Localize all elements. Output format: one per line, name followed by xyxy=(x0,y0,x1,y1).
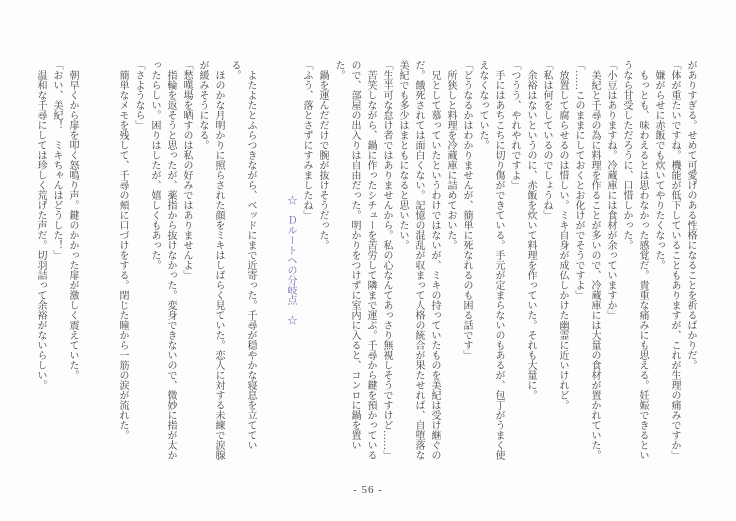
paragraph: 「体が重たいですね。機能が低下していることもありますが、これが生理の痛みですか」 xyxy=(669,60,680,460)
paragraph: よたよたとふらつきながら、ベッドにまで近寄った。千尋が穏やかな寝息を立てている。 xyxy=(229,60,256,450)
paragraph: 「小豆はありますね。冷蔵庫には食材が余っていますか」 xyxy=(605,60,616,320)
paragraph: 嫌がらせに赤飯でも炊いてやりたくなった。 xyxy=(653,70,664,270)
paragraph: 美紀と千尋の為に料理を作ることが多いので、冷蔵庫には大量の食材が置かれていた。 xyxy=(589,70,600,460)
paragraph: ほのかな月明かりに照らされた顔をミキはしばらく見ていた。恋人に対する未練で涙腺が緩みそうになる。 xyxy=(197,60,224,460)
paragraph: 温和な千尋にしては珍しく荒げた声だ。切羽詰って余裕がないらしい。 xyxy=(35,70,46,390)
paragraph: 「つうう、やれやれですよ」 xyxy=(509,60,520,190)
paragraph: 「おい、美紀！ ミキちゃんはどうした！」 xyxy=(51,60,62,260)
paragraph: 「愁嘆場を晒すのは私の好みではありませんよ」 xyxy=(181,60,192,280)
paragraph: がありすぎる。せめて可愛げのある性格になることを祈るばかりだ。 xyxy=(685,60,696,370)
paragraph: 余裕はないというのに、赤飯を炊いて料理を作っていた。それも大量に。 xyxy=(525,70,536,400)
paragraph: 「生半可な怠け者ではありませんから。私の心なんてあっさり無視しそうですけど……」 xyxy=(381,60,392,460)
paragraph: 指輪を返そうと思ったが、薬指から抜けなかった。変身できないので、微妙に指が太かったらしい。困りはしたが、嬉しくもあった。 xyxy=(149,60,176,460)
section-heading: ☆ Ｄルートへの分岐点 ☆ xyxy=(285,195,296,325)
paragraph: 「さようなら」 xyxy=(133,60,144,130)
paragraph: 所狭しと料理を冷蔵庫に詰めておいた。 xyxy=(445,70,456,250)
page-number: - 56 - xyxy=(353,484,383,496)
paragraph: 兄として慕っていたというわけではないが、ミキの持っていたものを美紀は受け継ぐのだ。餓死されては面白くない。記憶の混乱が収まって人格の統合が果たせれば、自堕落な美紀でも多少はまともになると思いたい。 xyxy=(397,60,440,460)
paragraph: 「私は何をしているのでしょうね」 xyxy=(541,60,552,220)
vertical-text-body xyxy=(32,60,698,460)
paragraph: 鍋を運んだだけで腕が抜けそうだった。 xyxy=(317,70,328,250)
paragraph: 「……このままにしておくとお化けがでそうですよ」 xyxy=(573,60,584,300)
paragraph: 放置して腐らせるのは惜しい。ミキ自身が成仏しかけた幽霊に近いけれど。 xyxy=(557,70,568,410)
paragraph: 手にはあちこちに切り傷ができている。手元が定まらないのもあるが、包丁がうまく使えなくなっていた。 xyxy=(477,60,504,460)
paragraph: 「どうなるかはわかりませんが、簡単に死なれるのも困る話です」 xyxy=(461,60,472,360)
paragraph: もっとも、味わえるとは思わなかった感覚だ。貴重な痛みにも思える。妊娠できるというなら甘受しただろうに、口惜しかった。 xyxy=(621,60,648,460)
paragraph: 簡単なメモを残して、千尋の頬に口づけをする。閉じた瞳から一筋の涙が流れた。 xyxy=(117,70,128,440)
paragraph: 朝早くから扉を叩く怒鳴り声。鍵のかかった扉が激しく震えていた。 xyxy=(67,70,78,380)
paragraph: 苦笑しながら、鍋に作ったシチューを苦労して隣まで運ぶ。千尋から鍵を預かっているので、部屋の出入りは自由だった。明かりをつけずに室内に入ると、コンロに鍋を置いた。 xyxy=(333,60,376,460)
paragraph: 「ふう、落とさずにすみましたね」 xyxy=(301,60,312,220)
